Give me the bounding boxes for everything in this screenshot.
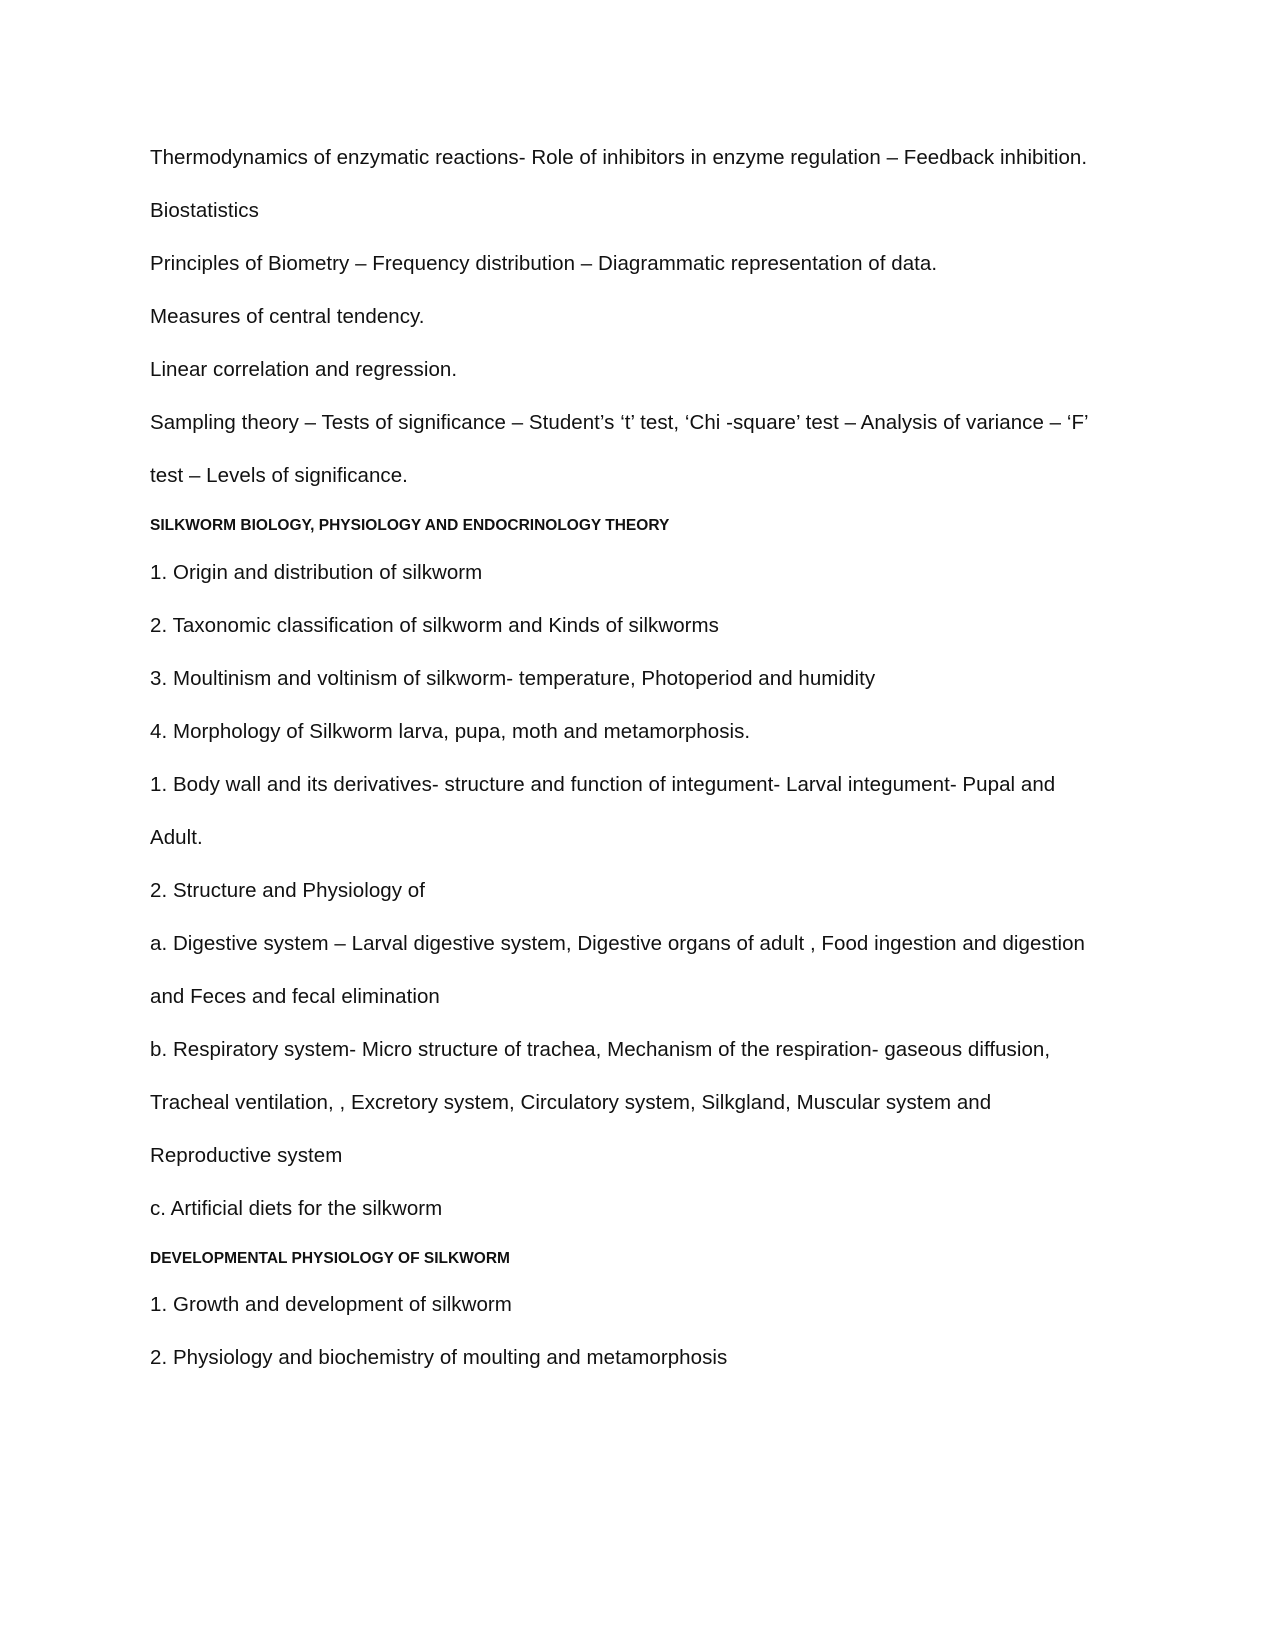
list-item: Adult. [150,826,203,849]
list-item: 3. Moultinism and voltinism of silkworm- temperature, Photoperiod and humidity [150,667,876,690]
text-line: Linear correlation and regression. [150,358,458,381]
list-item: 2. Physiology and biochemistry of moulting and metamorphosis [150,1346,728,1369]
list-item: 1. Body wall and its derivatives- structure and function of integument- Larval integument- Pupal and [150,773,1056,796]
text-line: test – Levels of significance. [150,464,408,487]
text-line: Sampling theory – Tests of significance – Student’s ‘t’ test, ‘Chi -square’ test – Analysis of variance – ‘F’ [150,411,1089,434]
section-heading: DEVELOPMENTAL PHYSIOLOGY OF SILKWORM [150,1250,510,1267]
text-line: Measures of central tendency. [150,305,425,328]
text-line: Thermodynamics of enzymatic reactions- Role of inhibitors in enzyme regulation – Feedback inhibition. [150,146,1088,169]
list-item: and Feces and fecal elimination [150,985,440,1008]
list-item: 2. Taxonomic classification of silkworm and Kinds of silkworms [150,614,719,637]
list-item: c. Artificial diets for the silkworm [150,1197,443,1220]
list-item: 1. Growth and development of silkworm [150,1293,512,1316]
list-item: 2. Structure and Physiology of [150,879,425,902]
list-item: a. Digestive system – Larval digestive system, Digestive organs of adult , Food ingestion and digestion [150,932,1085,955]
section-title-biostatistics: Biostatistics [150,199,259,222]
list-item: 4. Morphology of Silkworm larva, pupa, moth and metamorphosis. [150,720,751,743]
text-line: Principles of Biometry – Frequency distribution – Diagrammatic representation of data. [150,252,938,275]
section-heading: SILKWORM BIOLOGY, PHYSIOLOGY AND ENDOCRINOLOGY THEORY [150,517,670,534]
list-item: Reproductive system [150,1144,343,1167]
list-item: 1. Origin and distribution of silkworm [150,561,483,584]
list-item: Tracheal ventilation, , Excretory system, Circulatory system, Silkgland, Muscular system and [150,1091,992,1114]
list-item: b. Respiratory system- Micro structure of trachea, Mechanism of the respiration- gaseous diffusion, [150,1038,1051,1061]
